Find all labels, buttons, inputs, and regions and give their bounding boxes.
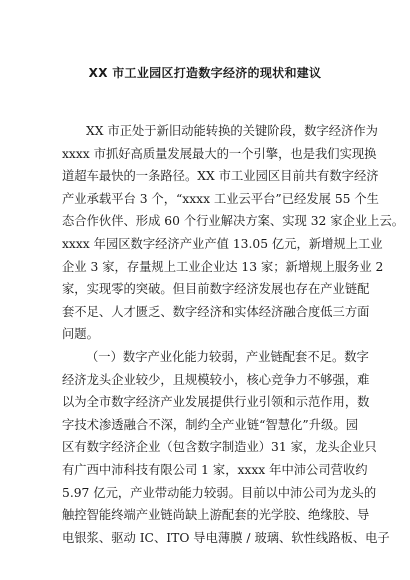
document-title: XX 市工业园区打造数字经济的现状和建议 — [88, 66, 322, 80]
text-line: 套不足、人才匮乏、数字经济和实体经济融合度低三方面 — [62, 304, 370, 319]
text-line: 企业 3 家，存量规上工业企业达 13 家；新增规上服务业 2 — [62, 259, 384, 274]
text-line: xxxx 市抓好高质量发展最大的一个引擎，也是我们实现换 — [62, 146, 377, 161]
text-line: （一）数字产业化能力较弱，产业链配套不足。数字 — [86, 349, 369, 364]
text-line: 问题。 — [62, 327, 99, 342]
text-line: 5.97 亿元，产业带动能力较弱。目前以中沛公司为龙头的 — [62, 485, 377, 500]
text-line: 态合作伙伴、形成 60 个行业解决方案、实现 32 家企业上云。 — [62, 214, 405, 229]
document-body — [62, 120, 405, 549]
text-line: 家，实现零的突破。但目前数字经济发展也存在产业链配 — [62, 282, 370, 297]
text-line: 区有数字经济企业（包含数字制造业）31 家，龙头企业只 — [62, 440, 377, 455]
text-line: 以为全市数字经济产业发展提供行业引领和示范作用，数 — [62, 395, 370, 410]
paragraph — [62, 120, 405, 346]
text-line: 道超车最快的一条路径。XX 市工业园区目前共有数字经济 — [62, 169, 379, 184]
text-line: 字技术渗透融合不深，制约全产业链“智慧化”升级。园 — [62, 417, 358, 432]
text-line: 有广西中沛科技有限公司 1 家，xxxx 年中沛公司营收约 — [62, 462, 368, 477]
text-line: 经济龙头企业较少，且规模较小，核心竞争力不够强，难 — [62, 372, 370, 387]
paragraph — [62, 346, 390, 549]
text-line: 触控智能终端产业链尚缺上游配套的光学胶、绝缘胶、导 — [62, 508, 370, 523]
text-line: 产业承载平台 3 个，“xxxx 工业云平台”已经发展 55 个生 — [62, 191, 379, 206]
text-line: 电银浆、驱动 IC、ITO 导电薄膜 / 玻璃、软性线路板、电子 — [62, 530, 390, 545]
text-line: xxxx 年园区数字经济产业产值 13.05 亿元，新增规上工业 — [62, 236, 383, 251]
text-line: XX 市正处于新旧动能转换的关键阶段，数字经济作为 — [86, 124, 378, 138]
